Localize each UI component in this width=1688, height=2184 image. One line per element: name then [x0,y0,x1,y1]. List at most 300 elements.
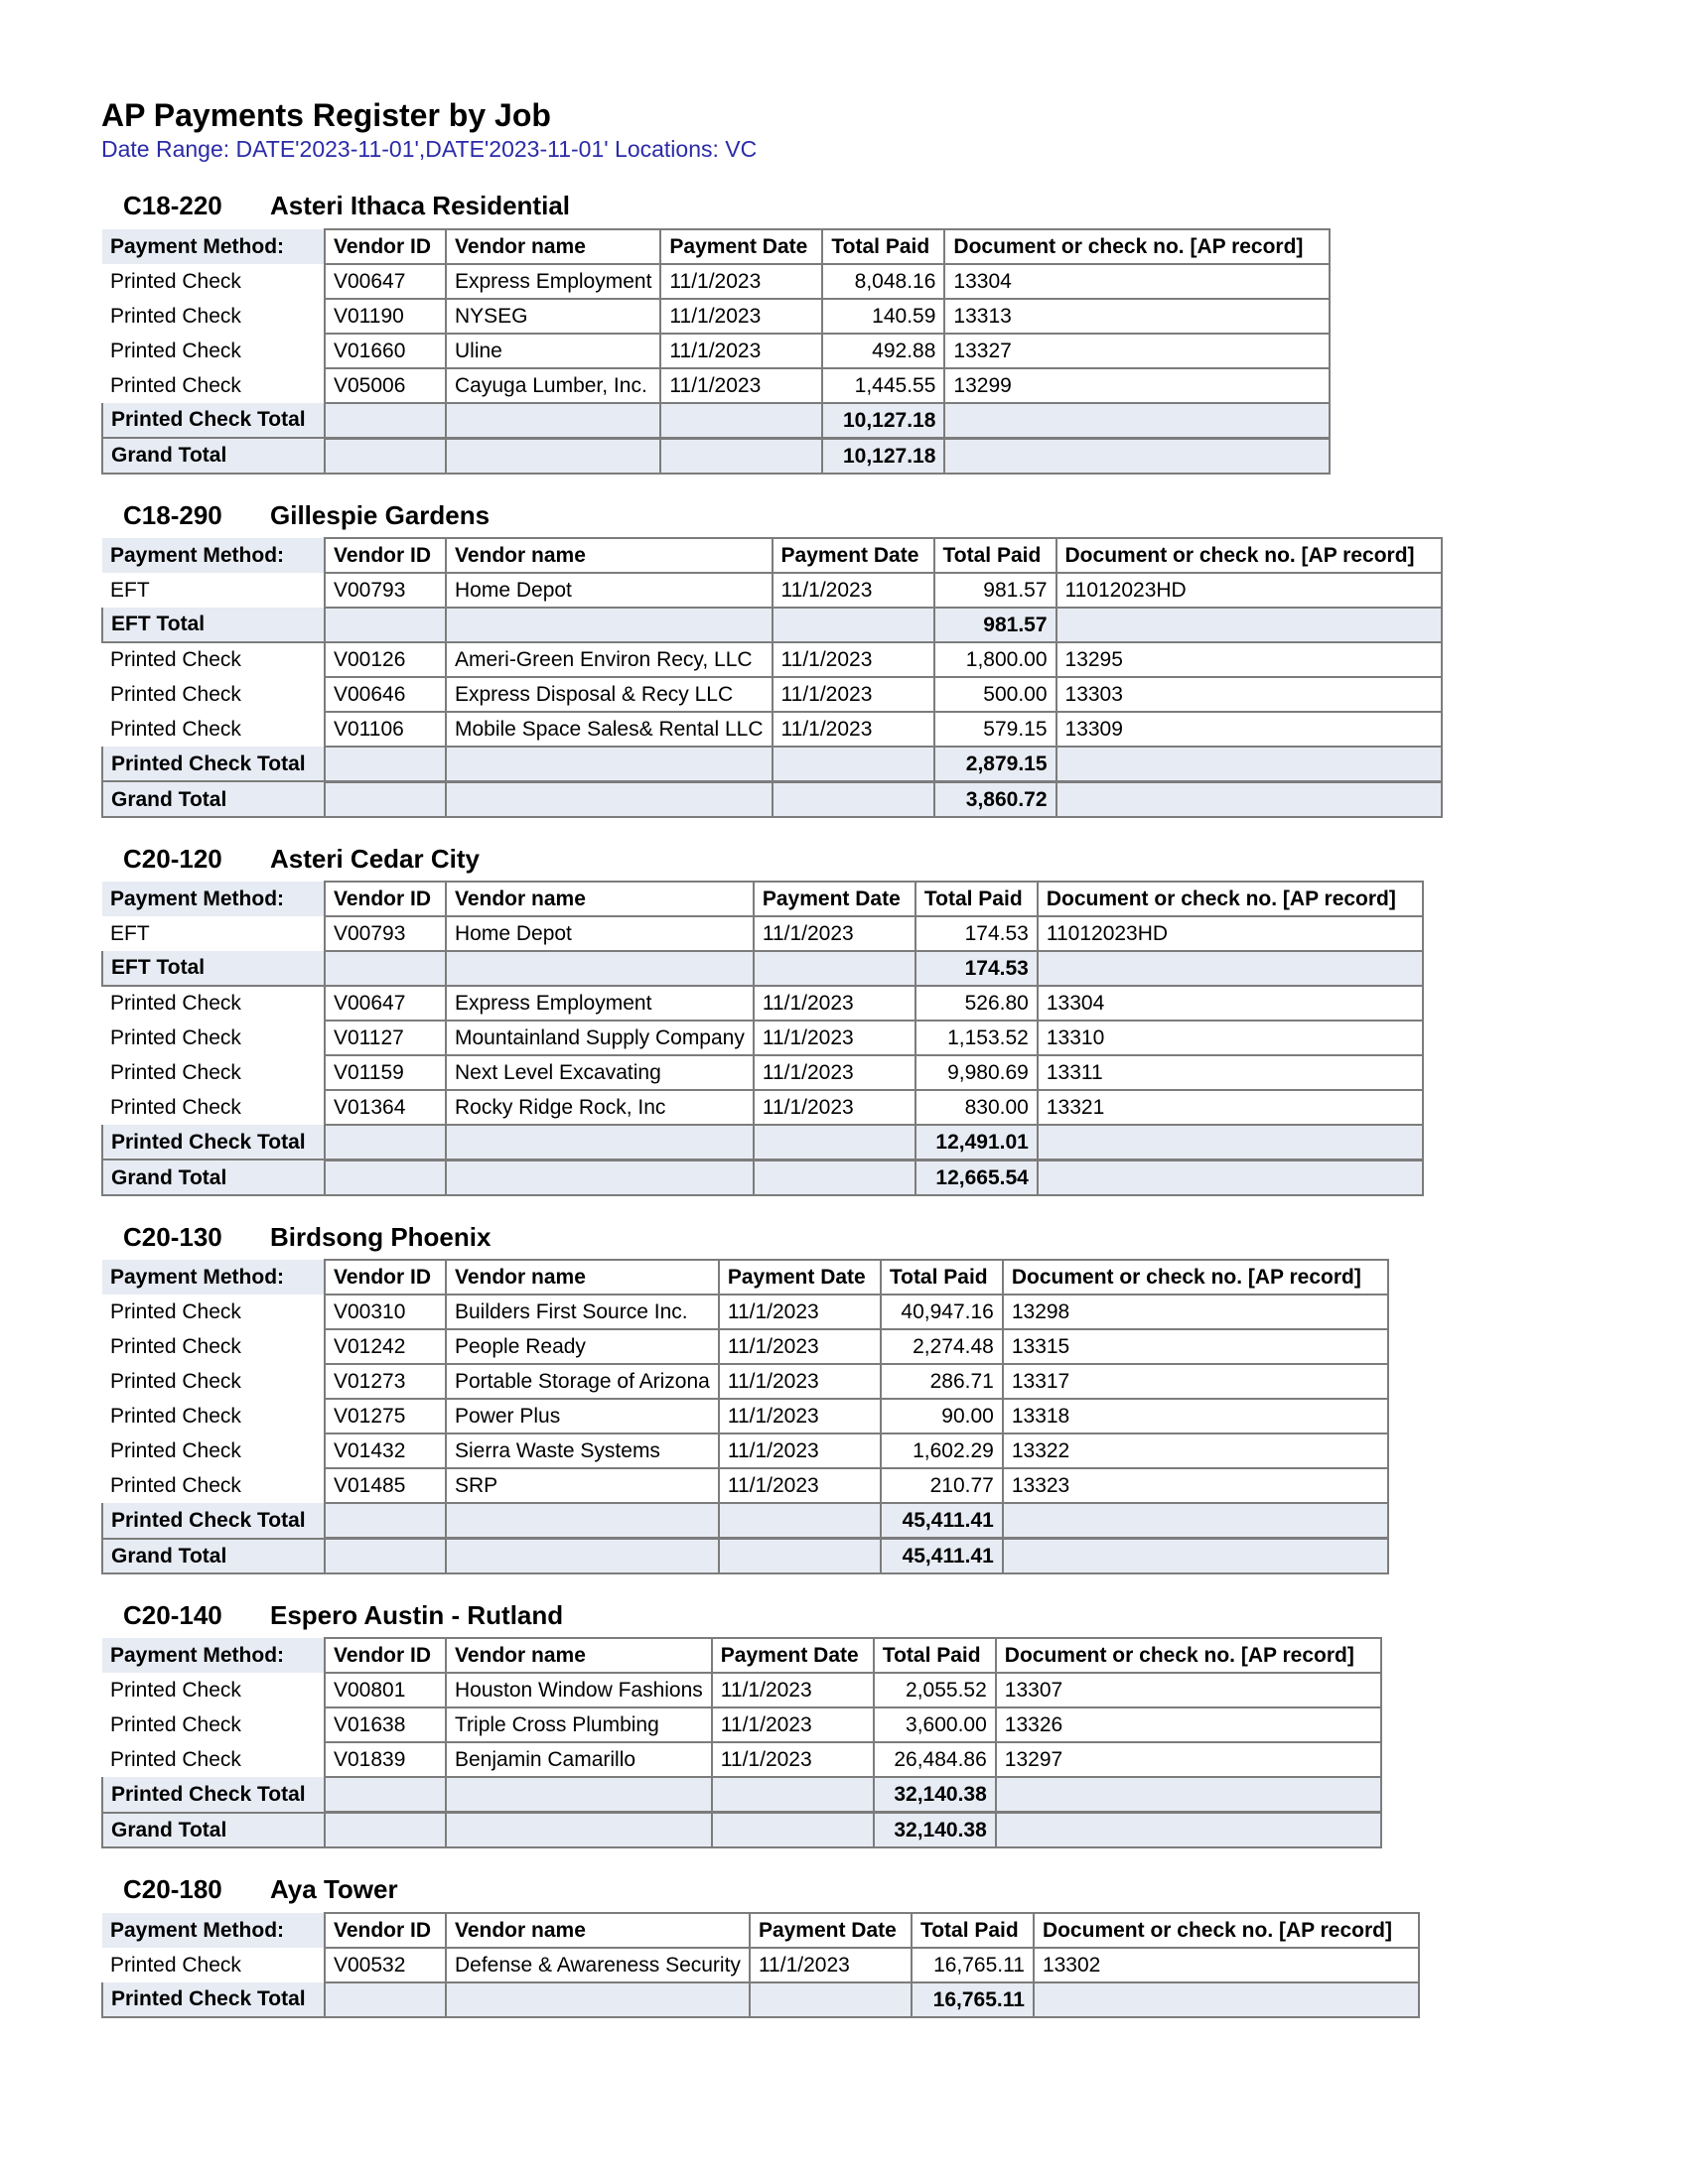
vendor-name-cell: Sierra Waste Systems [446,1433,719,1468]
document-cell: 13304 [1038,986,1423,1021]
table-row [102,1055,1423,1090]
vendor-id-cell [325,951,446,986]
report-subtitle: Date Range: DATE'2023-11-01',DATE'2023-11-01' Locations: VC [101,135,758,162]
vendor-name-cell [446,1982,750,2017]
payment-method-cell: Printed Check [110,373,241,397]
vendor-name-cell [446,1777,712,1813]
subtotal-row [102,1503,1388,1539]
vendor-name-cell: Cayuga Lumber, Inc. [446,368,660,403]
vendor-id-cell: V01660 [325,334,446,368]
vendor-id-cell: V01190 [325,299,446,334]
payment-method-cell: Grand Total [102,1539,325,1574]
payment-method-cell: Printed Check [110,1405,241,1429]
table-row [102,677,1442,712]
total-paid-cell: 830.00 [915,1090,1038,1125]
column-header-total-paid: Total Paid [934,538,1056,573]
payment-date-cell: 11/1/2023 [754,986,915,1021]
column-header-payment-date: Payment Date [750,1913,912,1948]
column-header-total-paid: Total Paid [881,1260,1003,1295]
job-code: C18-290 [123,499,222,530]
total-paid-cell: 16,765.11 [912,1982,1034,2017]
table-row [102,916,1423,951]
total-paid-cell: 9,980.69 [915,1055,1038,1090]
table-row [102,334,1330,368]
document-cell: 13303 [1056,677,1442,712]
total-paid-cell: 90.00 [881,1399,1003,1433]
vendor-id-cell: V05006 [325,368,446,403]
payment-date-cell: 11/1/2023 [773,573,934,608]
column-header-vendor-id: Vendor ID [325,1913,446,1948]
column-header-payment-method: Payment Method: [102,538,325,573]
vendor-name-cell: Express Disposal & Recy LLC [446,677,773,712]
job-code: C18-220 [123,191,222,221]
vendor-name-cell: Mountainland Supply Company [446,1021,754,1055]
total-paid-cell: 40,947.16 [881,1295,1003,1329]
column-header-payment-date: Payment Date [754,882,915,916]
column-header-document: Document or check no. [AP record] [944,229,1330,264]
document-cell [1056,608,1442,642]
vendor-name-cell: Next Level Excavating [446,1055,754,1090]
table-header-row [102,1638,1381,1673]
payment-date-cell: 11/1/2023 [719,1433,881,1468]
payment-date-cell: 11/1/2023 [773,677,934,712]
vendor-id-cell: V01485 [325,1468,446,1503]
document-cell [1038,951,1423,986]
vendor-id-cell: V01364 [325,1090,446,1125]
job-section [101,844,1591,1196]
vendor-name-cell [446,951,754,986]
grand-total-row [102,1813,1381,1848]
vendor-id-cell [325,1503,446,1539]
document-cell [996,1777,1381,1813]
document-cell: 13322 [1003,1433,1388,1468]
payment-date-cell [719,1539,881,1574]
document-cell [1038,1160,1423,1195]
vendor-name-cell [446,608,773,642]
total-paid-cell: 2,274.48 [881,1329,1003,1364]
vendor-id-cell [325,1777,446,1813]
table-row [102,1742,1381,1777]
payment-date-cell [712,1777,874,1813]
document-cell: 13327 [944,334,1330,368]
column-header-payment-method: Payment Method: [102,1913,325,1948]
job-name: Espero Austin - Rutland [270,1600,564,1631]
vendor-id-cell: V00647 [325,986,446,1021]
vendor-id-cell: V00793 [325,573,446,608]
vendor-id-cell [325,1160,446,1195]
payment-date-cell: 11/1/2023 [712,1673,874,1707]
payments-table [101,1912,1420,2018]
payment-date-cell: 11/1/2023 [712,1742,874,1777]
report-title: AP Payments Register by Job [101,97,551,133]
vendor-name-cell [446,1813,712,1848]
payment-date-cell [754,951,915,986]
payment-method-cell: Printed Check Total [102,747,325,782]
document-cell: 13313 [944,299,1330,334]
job-name: Asteri Ithaca Residential [270,191,570,221]
total-paid-cell: 2,879.15 [934,747,1056,782]
document-cell: 11012023HD [1038,916,1423,951]
payment-method-cell: Printed Check [110,339,241,362]
job-header [123,191,1591,221]
table-row [102,1021,1423,1055]
document-cell: 13297 [996,1742,1381,1777]
payment-date-cell: 11/1/2023 [773,712,934,747]
payments-table [101,1259,1389,1574]
payment-date-cell: 11/1/2023 [660,334,822,368]
subtotal-row [102,1125,1423,1160]
report [101,97,1591,2018]
table-header-row [102,1260,1388,1295]
table-row [102,1364,1388,1399]
table-row [102,1399,1388,1433]
payment-date-cell: 11/1/2023 [719,1364,881,1399]
document-cell [1056,747,1442,782]
vendor-name-cell [446,1503,719,1539]
total-paid-cell: 210.77 [881,1468,1003,1503]
document-cell: 13311 [1038,1055,1423,1090]
job-header [123,844,1591,875]
total-paid-cell: 579.15 [934,712,1056,747]
column-header-document: Document or check no. [AP record] [1034,1913,1419,1948]
payment-method-cell: Printed Check [110,992,241,1016]
payment-method-cell: Printed Check [110,682,241,706]
job-section [101,1222,1591,1574]
vendor-id-cell: V01242 [325,1329,446,1364]
payments-table [101,537,1443,818]
payment-date-cell: 11/1/2023 [750,1948,912,1982]
vendor-name-cell: NYSEG [446,299,660,334]
vendor-id-cell: V01839 [325,1742,446,1777]
payment-method-cell: Printed Check [110,1474,241,1498]
column-header-payment-date: Payment Date [719,1260,881,1295]
vendor-id-cell [325,781,446,817]
document-cell: 13302 [1034,1948,1419,1982]
vendor-name-cell: Portable Storage of Arizona [446,1364,719,1399]
table-header-row [102,882,1423,916]
total-paid-cell: 174.53 [915,916,1038,951]
document-cell [944,438,1330,474]
vendor-id-cell: V00532 [325,1948,446,1982]
job-code: C20-130 [123,1221,222,1252]
job-code: C20-180 [123,1874,222,1905]
table-row [102,368,1330,403]
document-cell: 13315 [1003,1329,1388,1364]
column-header-document: Document or check no. [AP record] [996,1638,1381,1673]
document-cell: 13326 [996,1707,1381,1742]
table-row [102,1948,1419,1982]
total-paid-cell: 981.57 [934,608,1056,642]
document-cell [996,1813,1381,1848]
payment-method-cell: Printed Check [110,1370,241,1394]
document-cell: 13298 [1003,1295,1388,1329]
vendor-name-cell: Home Depot [446,916,754,951]
job-name: Gillespie Gardens [270,499,491,530]
subtotal-row [102,1982,1419,2017]
total-paid-cell: 12,665.54 [915,1160,1038,1195]
column-header-vendor-name: Vendor name [446,1260,719,1295]
payment-date-cell [773,747,934,782]
grand-total-row [102,438,1330,474]
document-cell [1034,1982,1419,2017]
vendor-name-cell: Builders First Source Inc. [446,1295,719,1329]
payment-method-cell: Printed Check [110,1335,241,1359]
vendor-name-cell: Triple Cross Plumbing [446,1707,712,1742]
total-paid-cell: 16,765.11 [912,1948,1034,1982]
total-paid-cell: 32,140.38 [874,1813,996,1848]
document-cell: 13299 [944,368,1330,403]
vendor-name-cell: Defense & Awareness Security [446,1948,750,1982]
vendor-id-cell: V00126 [325,642,446,677]
vendor-name-cell: Uline [446,334,660,368]
document-cell: 13318 [1003,1399,1388,1433]
payment-date-cell [660,403,822,439]
payment-method-cell: Printed Check Total [102,1777,325,1813]
vendor-name-cell: Home Depot [446,573,773,608]
total-paid-cell: 3,600.00 [874,1707,996,1742]
column-header-total-paid: Total Paid [912,1913,1034,1948]
payment-method-cell: Printed Check [110,1095,241,1119]
vendor-name-cell: People Ready [446,1329,719,1364]
payment-method-cell: Printed Check [110,304,241,328]
payment-method-cell: Printed Check [110,1679,241,1703]
total-paid-cell: 174.53 [915,951,1038,986]
total-paid-cell: 1,445.55 [822,368,944,403]
column-header-vendor-id: Vendor ID [325,1638,446,1673]
vendor-name-cell [446,1539,719,1574]
column-header-vendor-name: Vendor name [446,1913,750,1948]
total-paid-cell: 8,048.16 [822,264,944,299]
total-paid-cell: 1,602.29 [881,1433,1003,1468]
job-name: Birdsong Phoenix [270,1221,492,1252]
payment-date-cell: 11/1/2023 [660,264,822,299]
payment-method-cell: Printed Check [110,648,241,672]
payment-date-cell: 11/1/2023 [754,1055,915,1090]
document-cell [1038,1125,1423,1160]
vendor-id-cell [325,438,446,474]
vendor-id-cell: V00801 [325,1673,446,1707]
column-header-payment-date: Payment Date [660,229,822,264]
document-cell: 13307 [996,1673,1381,1707]
vendor-name-cell [446,1125,754,1160]
column-header-payment-method: Payment Method: [102,1260,325,1295]
column-header-total-paid: Total Paid [822,229,944,264]
total-paid-cell: 10,127.18 [822,438,944,474]
total-paid-cell: 981.57 [934,573,1056,608]
job-header [123,1222,1591,1253]
payment-method-cell: EFT Total [102,951,325,986]
total-paid-cell: 140.59 [822,299,944,334]
column-header-document: Document or check no. [AP record] [1003,1260,1388,1295]
total-paid-cell: 32,140.38 [874,1777,996,1813]
payment-date-cell [712,1813,874,1848]
payment-method-cell: Grand Total [102,1813,325,1848]
payment-date-cell: 11/1/2023 [719,1295,881,1329]
table-row [102,1433,1388,1468]
job-name: Asteri Cedar City [270,843,480,874]
payment-method-cell: Grand Total [102,781,325,817]
vendor-id-cell: V01273 [325,1364,446,1399]
document-cell: 11012023HD [1056,573,1442,608]
column-header-vendor-id: Vendor ID [325,538,446,573]
vendor-name-cell [446,747,773,782]
payment-method-cell: Printed Check [110,1300,241,1324]
payment-date-cell: 11/1/2023 [773,642,934,677]
column-header-vendor-name: Vendor name [446,1638,712,1673]
payment-method-cell: Printed Check [110,269,241,293]
payment-date-cell [754,1125,915,1160]
column-header-vendor-name: Vendor name [446,538,773,573]
vendor-name-cell [446,438,660,474]
vendor-name-cell: Express Employment [446,264,660,299]
vendor-name-cell: Benjamin Camarillo [446,1742,712,1777]
payment-date-cell: 11/1/2023 [754,916,915,951]
vendor-id-cell [325,1125,446,1160]
job-code: C20-140 [123,1600,222,1631]
payment-date-cell: 11/1/2023 [712,1707,874,1742]
document-cell: 13304 [944,264,1330,299]
vendor-id-cell: V01432 [325,1433,446,1468]
table-row [102,986,1423,1021]
vendor-name-cell: Express Employment [446,986,754,1021]
table-row [102,1295,1388,1329]
vendor-id-cell: V00646 [325,677,446,712]
column-header-total-paid: Total Paid [874,1638,996,1673]
table-row [102,1329,1388,1364]
column-header-vendor-name: Vendor name [446,882,754,916]
payment-method-cell: Printed Check [110,1713,241,1737]
column-header-payment-date: Payment Date [712,1638,874,1673]
vendor-name-cell: Ameri-Green Environ Recy, LLC [446,642,773,677]
table-row [102,1090,1423,1125]
table-row [102,712,1442,747]
vendor-id-cell: V00310 [325,1295,446,1329]
vendor-name-cell: Mobile Space Sales& Rental LLC [446,712,773,747]
grand-total-row [102,1160,1423,1195]
payment-method-cell: Printed Check [110,1953,241,1977]
vendor-id-cell [325,608,446,642]
job-code: C20-120 [123,843,222,874]
vendor-name-cell: Rocky Ridge Rock, Inc [446,1090,754,1125]
column-header-total-paid: Total Paid [915,882,1038,916]
payment-date-cell: 11/1/2023 [754,1090,915,1125]
job-name: Aya Tower [270,1874,398,1905]
payments-table [101,881,1424,1196]
job-section [101,191,1591,474]
column-header-vendor-id: Vendor ID [325,229,446,264]
vendor-id-cell: V01106 [325,712,446,747]
vendor-name-cell: SRP [446,1468,719,1503]
total-paid-cell: 2,055.52 [874,1673,996,1707]
payment-method-cell: Printed Check [110,717,241,741]
vendor-name-cell [446,781,773,817]
payment-date-cell [750,1982,912,2017]
document-cell: 13321 [1038,1090,1423,1125]
job-section [101,1600,1591,1848]
document-cell: 13317 [1003,1364,1388,1399]
table-header-row [102,229,1330,264]
payment-date-cell [773,608,934,642]
column-header-vendor-name: Vendor name [446,229,660,264]
payment-date-cell [660,438,822,474]
vendor-name-cell [446,1160,754,1195]
table-row [102,573,1442,608]
vendor-name-cell: Houston Window Fashions [446,1673,712,1707]
payment-date-cell: 11/1/2023 [719,1399,881,1433]
subtotal-row [102,951,1423,986]
payment-method-cell: Printed Check [110,1060,241,1084]
payment-date-cell: 11/1/2023 [660,368,822,403]
payment-method-cell: EFT Total [102,608,325,642]
subtotal-row [102,608,1442,642]
total-paid-cell: 26,484.86 [874,1742,996,1777]
table-row [102,1673,1381,1707]
subtotal-row [102,403,1330,439]
payment-method-cell: Printed Check [110,1748,241,1772]
document-cell: 13295 [1056,642,1442,677]
payments-table [101,228,1331,475]
document-cell [1003,1539,1388,1574]
payment-date-cell: 11/1/2023 [719,1329,881,1364]
vendor-id-cell [325,747,446,782]
column-header-payment-method: Payment Method: [102,882,325,916]
table-row [102,642,1442,677]
total-paid-cell: 492.88 [822,334,944,368]
job-header [123,500,1591,531]
vendor-name-cell [446,403,660,439]
total-paid-cell: 1,800.00 [934,642,1056,677]
total-paid-cell: 526.80 [915,986,1038,1021]
vendor-id-cell: V00647 [325,264,446,299]
total-paid-cell: 45,411.41 [881,1503,1003,1539]
document-cell [1056,781,1442,817]
table-row [102,1468,1388,1503]
grand-total-row [102,781,1442,817]
payment-method-cell: Printed Check Total [102,403,325,439]
payment-date-cell: 11/1/2023 [660,299,822,334]
vendor-id-cell: V01127 [325,1021,446,1055]
column-header-document: Document or check no. [AP record] [1056,538,1442,573]
total-paid-cell: 286.71 [881,1364,1003,1399]
document-cell: 13323 [1003,1468,1388,1503]
document-cell: 13309 [1056,712,1442,747]
payment-date-cell [719,1503,881,1539]
payment-method-cell: EFT [110,921,150,945]
job-sections [101,191,1591,2017]
payments-table [101,1637,1382,1848]
subtotal-row [102,747,1442,782]
column-header-payment-method: Payment Method: [102,229,325,264]
vendor-id-cell: V00793 [325,916,446,951]
payment-method-cell: EFT [110,578,150,602]
vendor-name-cell: Power Plus [446,1399,719,1433]
document-cell [944,403,1330,439]
payment-method-cell: Printed Check [110,1025,241,1049]
table-header-row [102,538,1442,573]
table-header-row [102,1913,1419,1948]
vendor-id-cell: V01275 [325,1399,446,1433]
column-header-vendor-id: Vendor ID [325,882,446,916]
payment-date-cell [773,781,934,817]
payment-date-cell [754,1160,915,1195]
vendor-id-cell: V01638 [325,1707,446,1742]
vendor-id-cell [325,403,446,439]
vendor-id-cell [325,1539,446,1574]
total-paid-cell: 500.00 [934,677,1056,712]
payment-method-cell: Printed Check Total [102,1503,325,1539]
job-header [123,1600,1591,1631]
payment-method-cell: Printed Check [110,1439,241,1463]
